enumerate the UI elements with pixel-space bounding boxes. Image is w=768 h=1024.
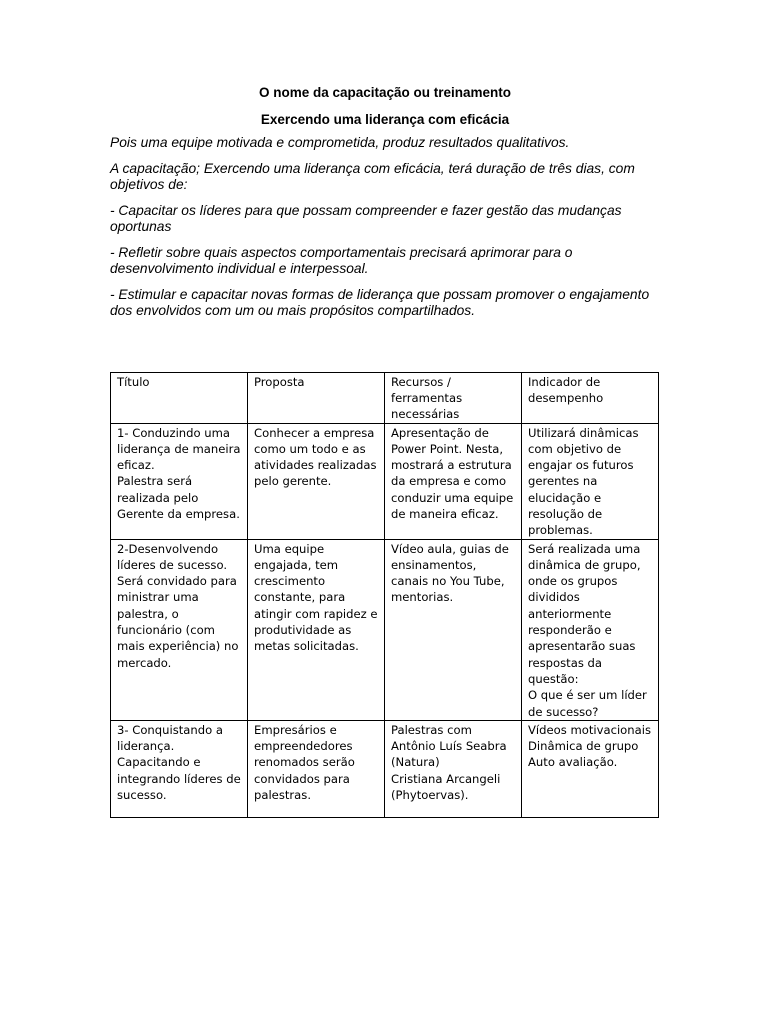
cell-text: Empresários e empreendedores renomados serão convidados para palestras. [254, 722, 355, 803]
objective-item: - Refletir sobre quais aspectos comportamentais precisará aprimorar para o desenvolvimento individual e interpessoal. [110, 244, 573, 276]
table-row [111, 539, 659, 720]
cell-titulo [111, 423, 248, 539]
cell-text: Dinâmica de grupo [528, 739, 639, 754]
intro-paragraph: Pois uma equipe motivada e comprometida, produz resultados qualitativos. [110, 135, 570, 150]
document-subtitle: Exercendo uma liderança com eficácia [260, 112, 510, 127]
cell-recursos [385, 539, 522, 720]
cell-text: O que é ser um líder de sucesso? [528, 688, 647, 719]
duration-paragraph: A capacitação; Exercendo uma liderança com eficácia, terá duração de três dias, com objetivos de: [110, 160, 635, 192]
document-title: O nome da capacitação ou treinamento [258, 85, 512, 100]
cell-text: 1- Conduzindo uma liderança de maneira eficaz. [117, 425, 241, 473]
header-cell-indicador: Indicador de desempenho [522, 372, 659, 423]
cell-text: 3- Conquistando a liderança. [117, 722, 223, 754]
cell-indicador [522, 423, 659, 539]
cell-text: Será realizada uma dinâmica de grupo, onde os grupos divididos anteriormente responderão e apresentarão suas respostas da questão: [528, 541, 641, 686]
cell-indicador [522, 539, 659, 720]
cell-text: Apresentação de Power Point. Nesta, mostrará a estrutura da empresa e como conduzir uma equipe de maneira eficaz. [391, 425, 514, 521]
cell-proposta [248, 423, 385, 539]
cell-titulo [111, 720, 248, 817]
cell-recursos [385, 423, 522, 539]
cell-text: Capacitando e integrando líderes de sucesso. [117, 755, 241, 803]
cell-titulo [111, 539, 248, 720]
objective-item: - Estimular e capacitar novas formas de liderança que possam promover o engajamento dos envolvidos com um ou mais propósitos compartilhados. [110, 286, 650, 318]
header-cell-recursos: Recursos / ferramentas necessárias [385, 372, 522, 423]
table-row [111, 720, 659, 817]
cell-text: Conhecer a empresa como um todo e as atividades realizadas pelo gerente. [254, 425, 377, 489]
cell-indicador [522, 720, 659, 817]
training-plan-table [110, 372, 659, 818]
cell-text: 2-Desenvolvendo líderes de sucesso. [117, 541, 228, 572]
cell-text: Auto avaliação. [528, 755, 618, 770]
cell-text: Palestra será realizada pelo Gerente da empresa. [117, 474, 240, 521]
table-row [111, 423, 659, 539]
objective-item: - Capacitar os líderes para que possam compreender e fazer gestão das mudanças oportunas [110, 202, 622, 234]
cell-text: Será convidado para ministrar uma palestra, o funcionário (com mais experiência) no mercado. [117, 574, 239, 670]
cell-text: Uma equipe engajada, tem crescimento constante, para atingir com rapidez e produtividade as metas solicitadas. [254, 541, 378, 654]
cell-text: Utilizará dinâmicas com objetivo de engajar os futuros gerentes na elucidação e resolução de problemas. [528, 425, 639, 538]
cell-text: Vídeos motivacionais [528, 722, 651, 737]
cell-text: Cristiana Arcangeli (Phytoervas). [391, 771, 501, 803]
cell-text: Vídeo aula, guias de ensinamentos, canais no You Tube, mentorias. [391, 541, 509, 605]
header-cell-titulo: Título [111, 372, 248, 423]
cell-proposta [248, 720, 385, 817]
cell-recursos [385, 720, 522, 817]
cell-proposta [248, 539, 385, 720]
table-header-row [111, 372, 659, 423]
cell-text: Palestras com Antônio Luís Seabra (Natura) [391, 722, 507, 770]
header-cell-proposta: Proposta [248, 372, 385, 423]
